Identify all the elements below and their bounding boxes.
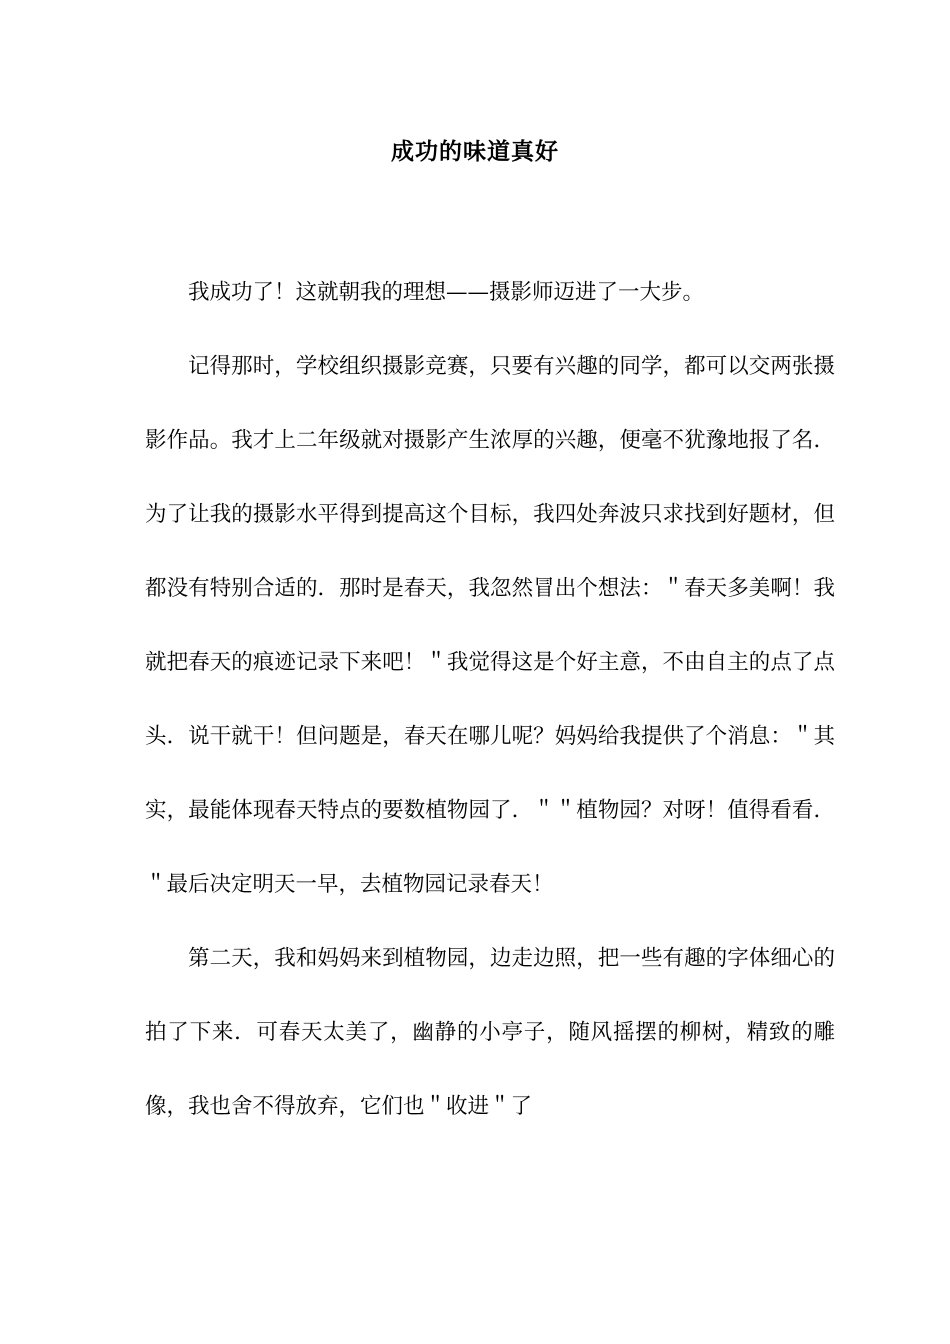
paragraph-2: 记得那时，学校组织摄影竞赛，只要有兴趣的同学，都可以交两张摄影作品。我才上二年级就对摄影产生浓厚的兴趣，便毫不犹豫地报了名．为了让我的摄影水平得到提高这个目标，我四处奔波只求找到好题材，但都没有特别合适的．那时是春天，我忽然冒出个想法：＂春天多美啊！我就把春天的痕迹记录下来吧！＂我觉得这是个好主意，不由自主的点了点头．说干就干！但问题是，春天在哪儿呢？妈妈给我提供了个消息：＂其实，最能体现春天特点的要数植物园了．＂＂植物园？对呀！值得看看．＂最后决定明天一早，去植物园记录春天！ bbox=[145, 354, 835, 897]
document-body bbox=[145, 256, 835, 1144]
document-title: 成功的味道真好 bbox=[391, 138, 559, 165]
paragraph-3: 第二天，我和妈妈来到植物园，边走边照，把一些有趣的字体细心的拍了下来．可春天太美了，幽静的小亭子，随风摇摆的柳树，精致的雕像，我也舍不得放弃，它们也＂收进＂了 bbox=[145, 946, 835, 1119]
paragraph-1: 我成功了！这就朝我的理想——摄影师迈进了一大步。 bbox=[188, 280, 705, 305]
